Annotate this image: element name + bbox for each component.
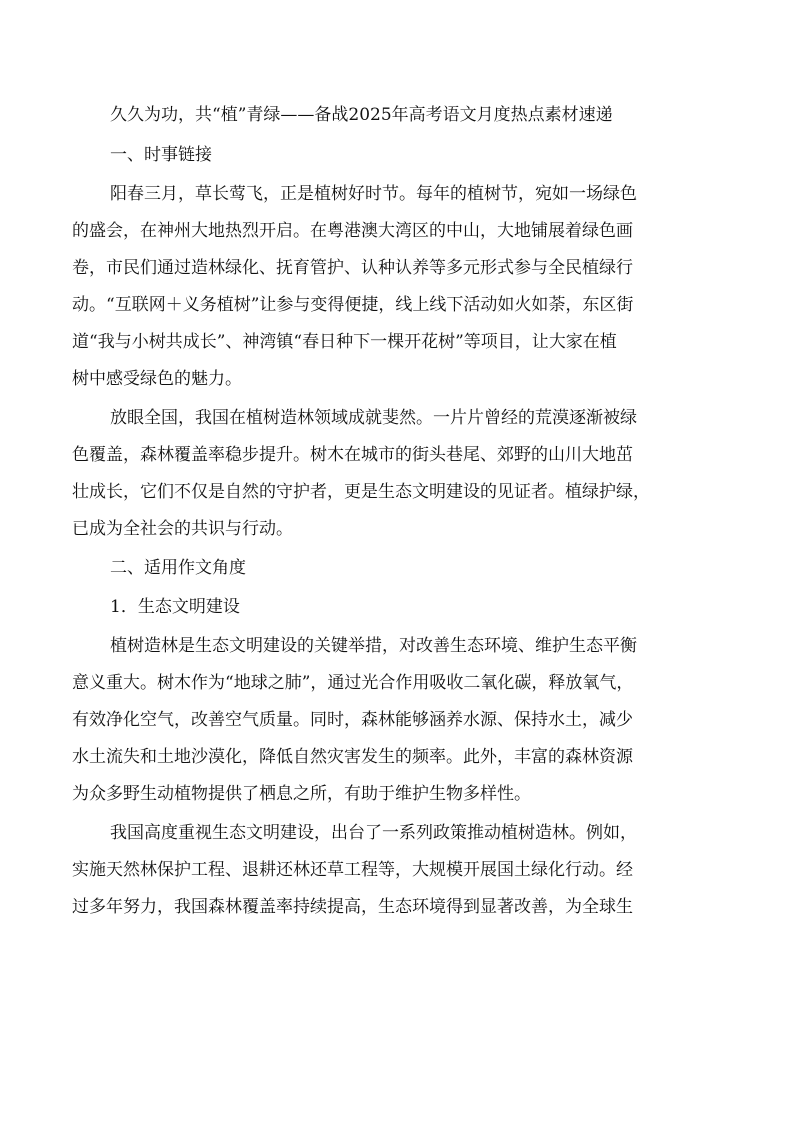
paragraph-line: 为众多野生动植物提供了栖息之所，有助于维护生物多样性。: [72, 784, 531, 804]
paragraph-3: [72, 634, 722, 806]
paragraph-2: [72, 406, 722, 541]
paragraph-line: 放眼全国，我国在植树造林领域成就斐然。一片片曾经的荒漠逐渐被绿: [110, 408, 637, 428]
paragraph-line: 壮成长，它们不仅是自然的守护者，更是生态文明建设的见证者。植绿护绿，: [72, 482, 650, 502]
subheading-ecological-civilization: 1．生态文明建设: [110, 597, 240, 617]
paragraph-line: 水土流失和土地沙漠化，降低自然灾害发生的频率。此外，丰富的森林资源: [72, 747, 633, 767]
document-body: [72, 103, 722, 934]
document-title: 久久为功，共“植”青绿——备战2025年高考语文月度热点素材速递: [110, 105, 613, 125]
paragraph-4: [72, 821, 722, 919]
section-heading-essay-angles: 二、适用作文角度: [110, 558, 246, 578]
paragraph-line: 树中感受绿色的魅力。: [72, 369, 242, 389]
paragraph-1: [72, 182, 722, 391]
paragraph-line: 道“我与小树共成长”、神湾镇“春日种下一棵开花树”等项目，让大家在植: [72, 332, 617, 352]
paragraph-line: 意义重大。树木作为“地球之肺”，通过光合作用吸收二氧化碳，释放氧气，: [72, 673, 634, 693]
paragraph-line: 动。“互联网＋义务植树”让参与变得便捷，线上线下活动如火如荼，东区街: [72, 295, 634, 315]
paragraph-line: 的盛会，在神州大地热烈开启。在粤港澳大湾区的中山，大地铺展着绿色画: [72, 221, 633, 241]
paragraph-line: 植树造林是生态文明建设的关键举措，对改善生态环境、维护生态平衡: [110, 636, 637, 656]
section-heading-current-events: 一、时事链接: [110, 145, 212, 165]
paragraph-line: 实施天然林保护工程、退耕还林还草工程等，大规模开展国土绿化行动。经: [72, 860, 633, 880]
paragraph-line: 有效净化空气，改善空气质量。同时，森林能够涵养水源、保持水土，减少: [72, 710, 633, 730]
paragraph-line: 卷，市民们通过造林绿化、抚育管护、认种认养等多元形式参与全民植绿行: [72, 258, 633, 278]
paragraph-line: 色覆盖，森林覆盖率稳步提升。树木在城市的街头巷尾、郊野的山川大地茁: [72, 445, 633, 465]
paragraph-line: 过多年努力，我国森林覆盖率持续提高，生态环境得到显著改善，为全球生: [72, 897, 633, 917]
paragraph-line: 已成为全社会的共识与行动。: [72, 519, 293, 539]
paragraph-line: 我国高度重视生态文明建设，出台了一系列政策推动植树造林。例如，: [110, 823, 637, 843]
paragraph-line: 阳春三月，草长莺飞，正是植树好时节。每年的植树节，宛如一场绿色: [110, 184, 637, 204]
